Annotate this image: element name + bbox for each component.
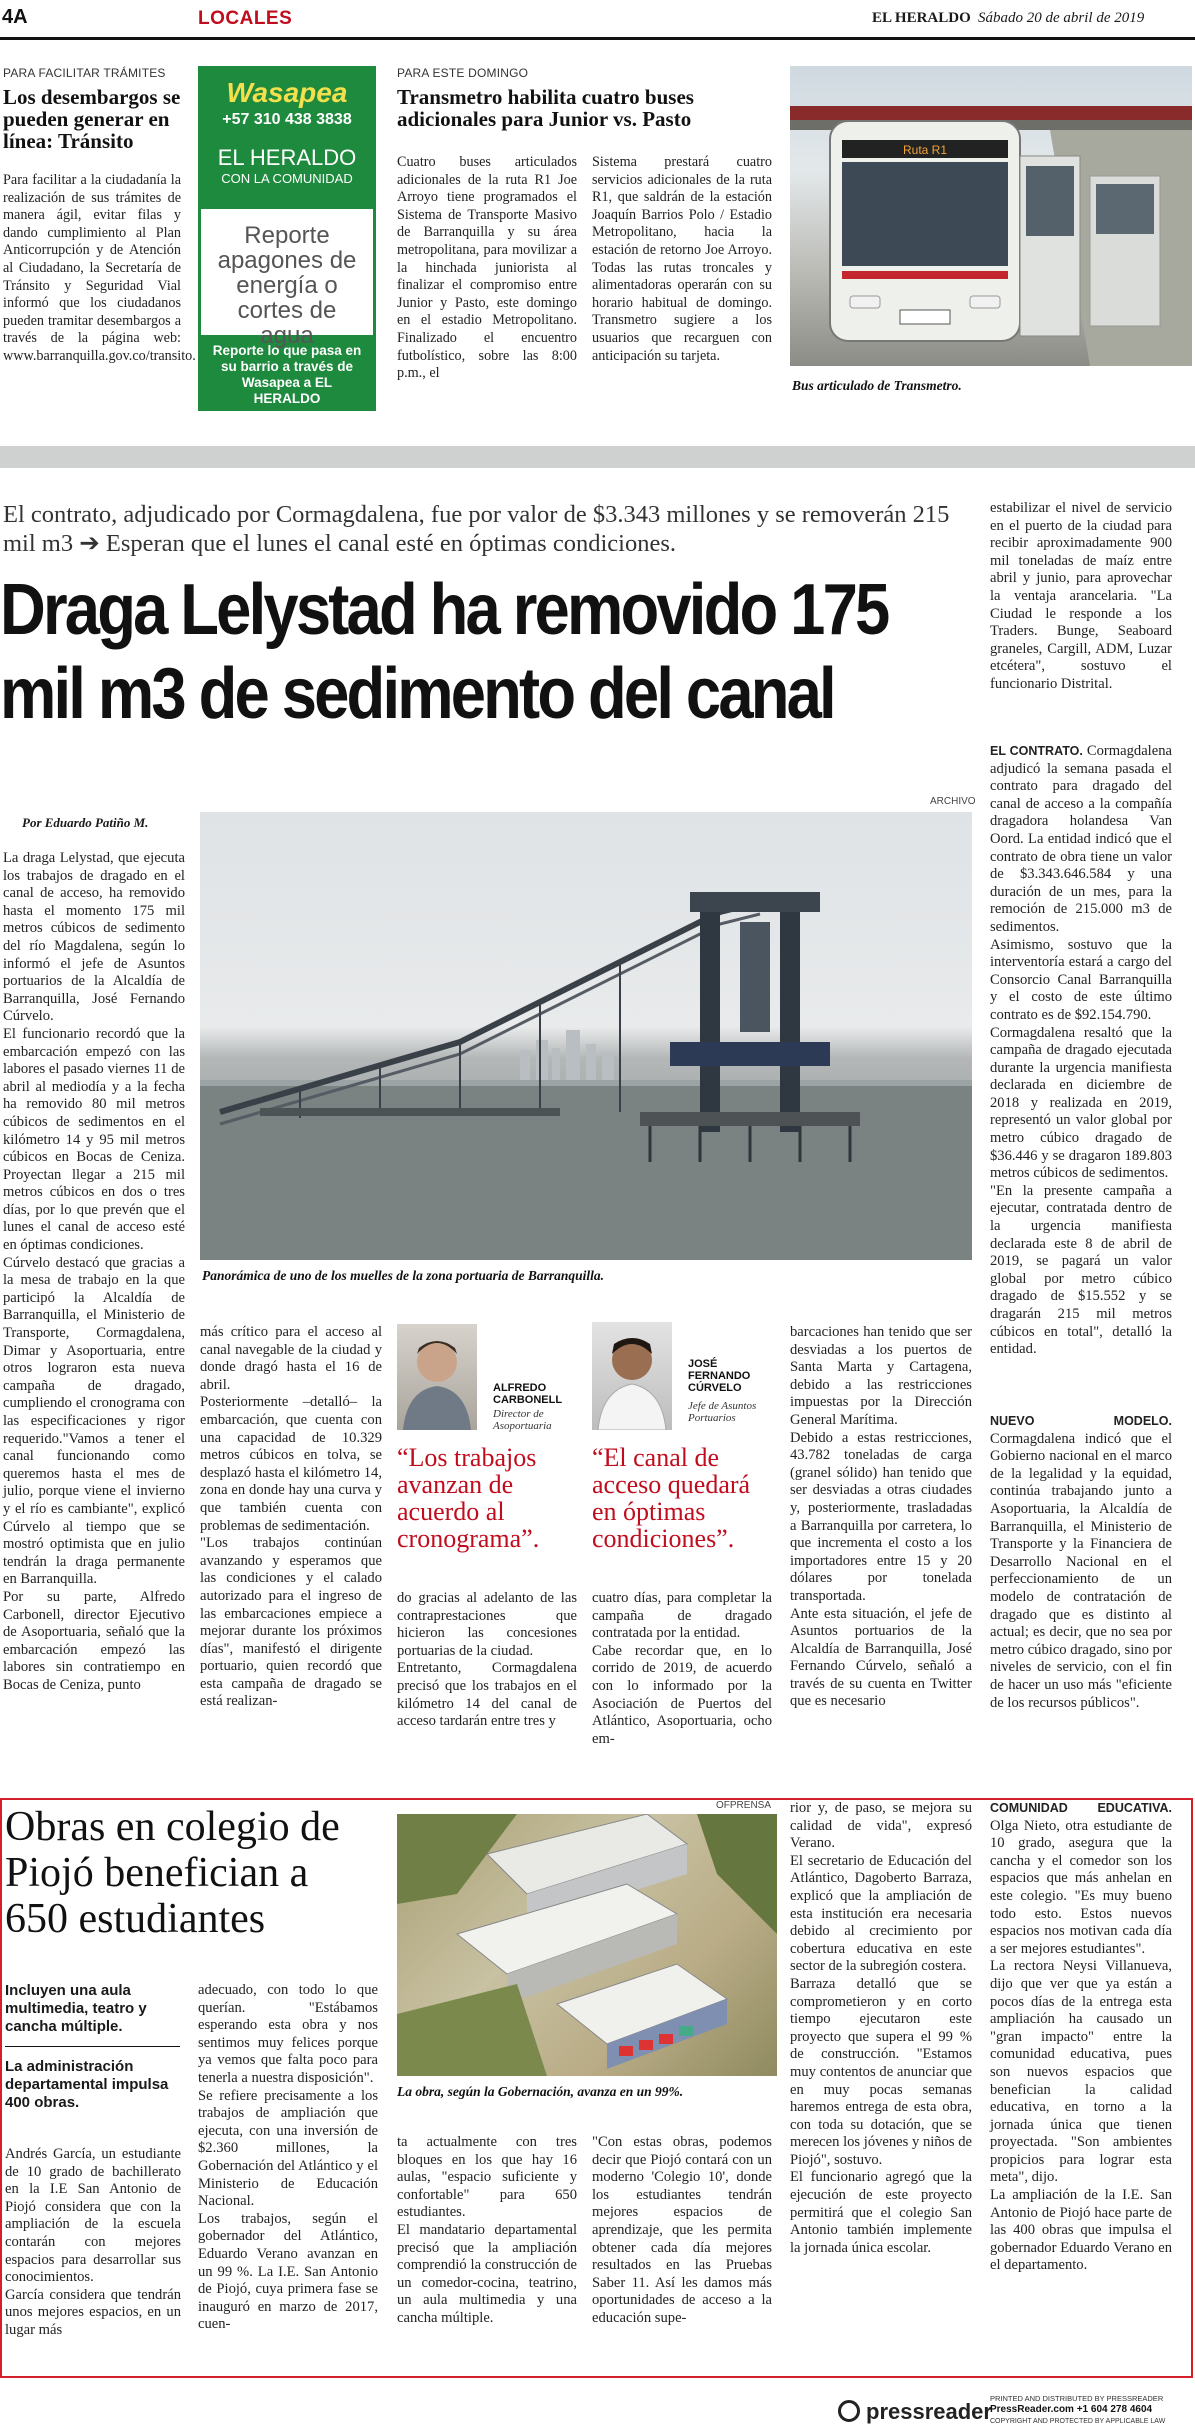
brief-transmetro-headline: Transmetro habilita cuatro buses adicionales para Junior vs. Pasto — [397, 85, 694, 131]
curvelo-portrait — [592, 1322, 672, 1430]
pressreader-line1: PRINTED AND DISTRIBUTED BY PRESSREADER — [990, 2394, 1164, 2403]
bus-illustration — [790, 66, 1192, 366]
school-illustration — [397, 1814, 777, 2076]
main-story-col1: La draga Lelystad, que ejecuta los trabajos de dragado en el canal de acceso, ha removido hasta el momento 175 mil metros cúbicos de sedimento del río Magdalena, según lo informó el jefe de Asuntos portuarios de la Alcaldía de Barranquilla, José Fernando Cúrvelo. El funcionario recordó que la embarcación empezó con las labores el pasado viernes 11 de abril al mediodía y a la fecha ha removido 80 mil metros cúbicos de sedimentos en el kilómetro 14 y 95 mil metros cúbicos en Bocas de Ceniza. Proyectan llegar a 215 mil metros cúbicos en dos o tres días, por lo que prevén que el lunes el canal de acceso esté en óptimas condiciones. Cúrvelo destacó que gracias a la mesa de trabajo en la que participó la Alcaldía de Barranquilla, el Ministerio de Transporte, Cormagdalena, Dimar y Asoportuaria, entre otros lograron esta nueva campaña de dragado, cumpliendo el cronograma con las especificaciones y rigor requerido."Vamos a tener el canal funcionando como queremos hasta el mes de julio, porque viene el invierno y el río es cambiante", explicó Cúrvelo al tiempo que se mostró optimista que en julio tendrán la draga permanente en Barranquilla. Por su parte, Alfredo Carbonell, director Ejecutivo de Asoportuaria, señaló que la embarcación empezó las labores sin contratiempo en Bocas de Ceniza, punto — [3, 850, 185, 1693]
wasapea-footer: Reporte lo que pasa en su barrio a través de Wasapea a EL HERALDO — [201, 335, 373, 408]
section-divider-band — [0, 446, 1195, 468]
curvelo-quote: “El canal de acceso quedará en óptimas condiciones”. — [592, 1443, 751, 1553]
main-story-col4: cuatro días, para completar la campaña de dragado contratada por la entidad. Cabe recordar que, en lo corrido de 2019, de acuerdo con lo informado por la Asociación de Puertos del Atlántico, Asoportuaria, ocho em- — [592, 1590, 772, 1747]
paper-name: EL HERALDO — [872, 10, 971, 26]
school-photo-caption: La obra, según la Gobernación, avanza en un 99%. — [397, 2084, 684, 2099]
main-story-col6a: estabilizar el nivel de servicio en el puerto de la ciudad para recibir aproximadamente 900 mil toneladas de maíz entre abril y junio, para aprovechar la ventaja arancelaria. "La Ciudad le responde a los Traders. Bunge, Seaboard graneles, Cargill, ADM, Luzar etcétera", sostuvo el funcionario Distrital. — [990, 500, 1172, 692]
brief-transito-headline: Los desembargos se pueden generar en línea: Tránsito — [3, 85, 181, 153]
transmetro-photo-caption: Bus articulado de Transmetro. — [792, 378, 962, 393]
carbonell-quote: “Los trabajos avanzan de acuerdo al cronograma”. — [397, 1443, 540, 1553]
person-icon — [397, 1324, 477, 1430]
main-story-col5: barcaciones han tenido que ser desviadas a los puertos de Santa Marta y Cartagena, debido a las restricciones impuestas por la Dirección General Marítima. Debido a estas restricciones, 43.782 toneladas de carga (granel sólido) han tenido que ser desviadas a otras ciudades y, posteriormente, trasladadas a Barranquilla por carretera, lo que incrementa el costo a los importadores entre 15 y 20 dólares por tonelada transportada. Ante esta situación, el jefe de Asuntos portuarios de la Alcaldía de Barranquilla, José Fernando Cúrvelo, señaló a través de su cuenta en Twitter que es necesario — [790, 1324, 972, 1710]
pressreader-line3: COPYRIGHT AND PROTECTED BY APPLICABLE LAW — [990, 2418, 1166, 2425]
school-story-col4: "Con estas obras, podemos decir que Piojó contará con un moderno 'Colegio 10', donde los estudiantes tendrán mejores espacios de aprendizaje, que les permita obtener cada día mejores resultados en las Pruebas Saber 11. Así les damos más oportunidades de acceso a la educación supe- — [592, 2134, 772, 2326]
carbonell-name: ALFREDO CARBONELL — [493, 1382, 563, 1406]
school-sub-rule — [5, 2046, 180, 2047]
contract-text: Cormagdalena adjudicó la semana pasada el contrato para dragado del canal de acceso a la compañía dragadora holandesa Van Oord. La entidad indicó que el contrato de obra tiene un valor de $3.343.646.584 y una duración de un mes, para la remoción de 215.000 m3 de sedimentos. Asimismo, sostuvo que la interventoría estará a cargo del Consorcio Canal Barranquilla y el costo de este último contrato es de $92.154.790. Cormagdalena resaltó que la campaña de dragado ejecutada durante la urgencia manifiesta declarada en diciembre de 2018 y realizada en 2019, representó un valor global por metro cúbico dragado de $36.446 y se dragaron 189.803 metros cúbicos de sedimentos. "En la presente campaña a ejecutar, contratada dentro de la urgencia manifiesta declarada este 8 de abril de 2019, se pagará un valor global por metro cúbico dragado de $15.552 y se dragarán 215 mil metros cúbicos en total", detalló la entidad. — [990, 743, 1172, 1358]
curvelo-name: JOSÉ FERNANDO CÚRVELO — [688, 1358, 751, 1394]
pressreader-footer — [830, 2392, 1192, 2430]
pier-illustration — [200, 812, 972, 1260]
carbonell-portrait — [397, 1324, 477, 1430]
page-number: 4A — [2, 6, 28, 28]
brief-transmetro-col2: Sistema prestará cuatro servicios adicionales de la ruta R1, que saldrán de la estación Joaquín Barrios Polo / Estadio Metropolitano, hacia la estación de retorno Joe Arroyo. Todas las rutas troncales y alimentadoras operarán con su horario habitual de domingo. Transmetro sugiere a los usuarios que recarguen con anticipación su tarjeta. — [592, 154, 772, 364]
carbonell-role: Director de Asoportuaria — [493, 1408, 552, 1432]
pressreader-line2: PressReader.com +1 604 278 4604 — [990, 2404, 1153, 2415]
main-photo-credit: ARCHIVO — [930, 796, 976, 807]
school-story-col2: adecuado, con todo lo que querían. "Estábamos esperando esta obra y nos sentimos muy felices porque ya vemos que falta poco para tenerla a nuestra disposición". Se refiere precisamente a los trabajos de ampliación que ejecuta, con una inversión de $2.360 millones, la Gobernación del Atlántico y el Ministerio de Educación Nacional. Los trabajos, según el gobernador del Atlántico, Eduardo Verano avanzan en un 99 %. La I.E. San Antonio de Piojó, cuya primera fase se inauguró en marzo de 2017, cuen- — [198, 1982, 378, 2333]
main-story-col6b — [990, 743, 1172, 1359]
school-story-sub1: Incluyen una aula multimedia, teatro y cancha múltiple. — [5, 1982, 147, 2035]
person-icon — [592, 1322, 672, 1430]
issue-date: Sábado 20 de abril de 2019 — [978, 10, 1145, 26]
bus-destination-sign: Ruta R1 — [902, 143, 948, 157]
model-subhead: NUEVO MODELO. — [990, 1414, 1172, 1428]
community-subhead: COMUNIDAD EDUCATIVA. — [990, 1801, 1172, 1815]
pressreader-brand[interactable]: pressreader — [866, 2399, 992, 2424]
curvelo-role: Jefe de Asuntos Portuarios — [688, 1400, 757, 1424]
main-photo-caption: Panorámica de uno de los muelles de la zona portuaria de Barranquilla. — [202, 1268, 605, 1283]
brief-transmetro-kicker: PARA ESTE DOMINGO — [397, 66, 529, 80]
wasapea-ad — [198, 66, 376, 411]
transmetro-bus-photo — [790, 66, 1192, 366]
school-photo-credit: OFPRENSA — [716, 1800, 772, 1811]
community-text: Olga Nieto, otra estudiante de 10 grado, asegura que la cancha y el comedor son los espacios que más anhelan en este colegio. "Es muy bueno todo esto. Estos nuevos espacios nos motivan cada día a ser mejores estudiantes". La rectora Neysi Villanueva, dijo que ver que ya están a pocos días de la entrega esta ampliación ha causado un "gran impacto" entre la comunidad educativa, pues son nuevos espacios que benefician la calidad educativa, en torno a la jornada única que tienen proyectada. "Son ambientes propicios para lograr esta meta", dijo. La ampliación de la I.E. San Antonio de Piojó hace parte de las 400 obras que impulsa el gobernador Eduardo Verano en el departamento. — [990, 1817, 1172, 2274]
school-story-col3: ta actualmente con tres bloques en los que hay 16 aulas, "espacio suficiente y confortable" para 650 estudiantes. El mandatario departamental precisó que la ampliación comprendió la construcción de un comedor-cocina, teatrino, un aula multimedia y una cancha múltiple. — [397, 2134, 577, 2326]
brief-transito-kicker: PARA FACILITAR TRÁMITES — [3, 66, 166, 80]
wasapea-line2: CON LA COMUNIDAD — [221, 171, 353, 186]
main-story-headline-line1: Draga Lelystad ha removido 175 — [0, 570, 888, 650]
school-aerial-photo — [397, 1814, 777, 2076]
section-name: LOCALES — [198, 8, 293, 29]
main-story-col2: más crítico para el acceso al canal navegable de la ciudad y donde dragó hasta el 16 de abril. Posteriormente –detalló– la embarcación, que cuenta con una capacidad de 10.329 metros cúbicos en tolva, se desplazó hasta el kilómetro 14, zona en donde hay una curva y que también cuenta con problemas de sedimentación. "Los trabajos continúan avanzando y esperamos que las condiciones y el calado autorizado para el ingreso de las embarcaciones empiece a mejorar durante los próximos días", manifestó el dirigente portuario, quien recordó que esta campaña de dragado se está realizan- — [200, 1324, 382, 1710]
brief-transmetro-col1: Cuatro buses articulados adicionales de la ruta R1 Joe Arroyo tiene programados el Sistema de Transporte Masivo de Barranquilla y su área metropolitana, para movilizar a la hinchada juniorista al finalizar el compromiso entre Junior y Pasto, este domingo en el estadio Metropolitano. Finalizado el encuentro futbolístico, sobre las 8:00 p.m., el — [397, 154, 577, 382]
school-story-sub2: La administración departamental impulsa 400 obras. — [5, 2058, 169, 2111]
contract-subhead: EL CONTRATO. — [990, 744, 1083, 758]
brief-transito-body: Para facilitar a la ciudadanía la realización de sus trámites de manera ágil, evitar filas y dando cumplimiento al Plan Anticorrupción y de Atención al Ciudadano, la Secretaría de Tránsito y Seguridad Vial informó que los ciudadanos pueden tramitar desembargos a través de la página web: www.barranquilla.gov.co/transito. — [3, 172, 196, 364]
port-pier-photo — [200, 812, 972, 1260]
wasapea-line1: EL HERALDO — [217, 145, 357, 170]
pressreader-logo-icon — [838, 2400, 860, 2422]
wasapea-message: Reporte apagones de energía o cortes de agua — [217, 222, 357, 349]
main-story-col3: do gracias al adelanto de las contraprestaciones que hicieron las concesiones portuarias de la ciudad. Entretanto, Cormagdalena precisó que los trabajos en el kilómetro 14 del canal de acceso tardarán entre tres y — [397, 1590, 577, 1730]
wasapea-header — [201, 69, 373, 209]
main-story-col6c — [990, 1413, 1172, 1712]
main-story-deck: El contrato, adjudicado por Cormagdalena, fue por valor de $3.343 millones y se removerán 215 mil m3 ➔ Esperan que el lunes el canal esté en óptimas condiciones. — [3, 501, 950, 557]
school-story-headline: Obras en colegio de Piojó benefician a 650 estudiantes — [5, 1804, 340, 1942]
wasapea-phone: +57 310 438 3838 — [222, 111, 352, 128]
wasapea-brand: Wasapea — [226, 77, 348, 108]
school-story-col6 — [990, 1800, 1172, 2275]
masthead-rule — [0, 37, 1195, 40]
school-story-col1: Andrés García, un estudiante de 10 grado de bachillerato en la I.E San Antonio de Piojó considera que con la ampliación de la escuela contarán con mejores espacios para desarrollar sus conocimientos. García considera que tendrán unos mejores espacios, en un lugar más — [5, 2146, 181, 2338]
model-text: Cormagdalena indicó que el Gobierno nacional en el marco de la legalidad y la equidad, continúa trabajando junto a Asoportuaria, la Alcaldía de Barranquilla, el Ministerio de Transporte y la Financiera de Desarrollo Nacional en el perfeccionamiento de un modelo de contratación de dragado que es distinto al actual; es decir, que no sea por metro cúbico dragado, sino por niveles de servicio, con el fin de hacer un uso más "eficiente de los recursos públicos". — [990, 1430, 1172, 1711]
school-story-col5: rior y, de paso, se mejora su calidad de vida", expresó Verano. El secretario de Educación del Atlántico, Dagoberto Barraza, explicó que la ampliación de esta institución era necesaria debido al crecimiento por cobertura educativa en este sector de la subregión costera. Barraza detalló que se comprometieron y en corto tiempo ejecutaron este proyecto que supera el 99 % de construcción. "Estamos muy contentos de anunciar que en muy pocas semanas haremos entrega de esta obra, con toda su dotación, que se merecen los jóvenes y niños de Piojó", sostuvo. El funcionario agregó que la ejecución de este proyecto permitirá que el colegio San Antonio también implemente la jornada única escolar. — [790, 1800, 972, 2256]
main-story-byline: Por Eduardo Patiño M. — [22, 815, 149, 830]
main-story-headline-line2: mil m3 de sedimento del canal — [0, 654, 834, 734]
